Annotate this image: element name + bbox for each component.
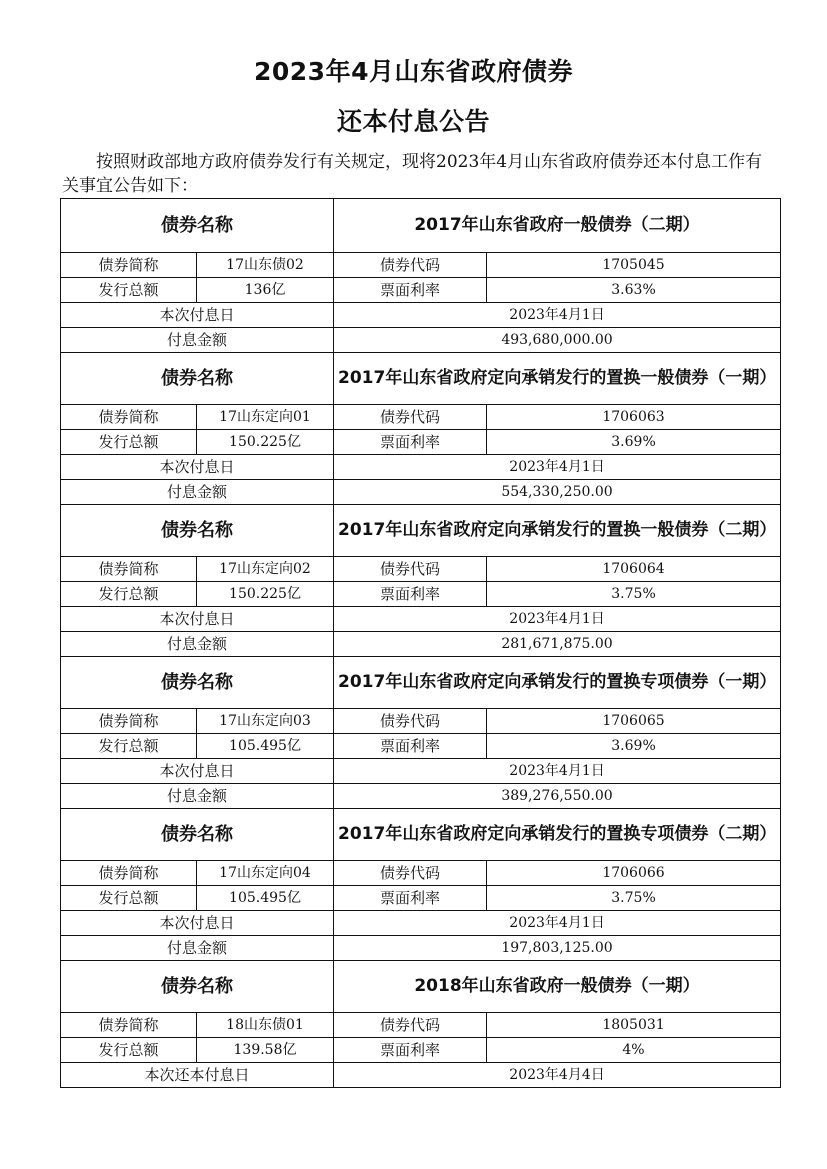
interest-amount-value: 554,330,250.00 <box>334 480 781 505</box>
bond-code-label: 债券代码 <box>334 1013 487 1038</box>
payment-date-label: 本次付息日 <box>61 911 334 936</box>
bond-name-value: 2017年山东省政府一般债券（二期） <box>334 199 781 253</box>
table-row <box>61 632 781 657</box>
short-name-label: 债券简称 <box>61 253 197 278</box>
announcement-title-line1: 2023年4月山东省政府债券 <box>254 57 573 86</box>
bond-name-label: 债券名称 <box>61 199 334 253</box>
total-issue-label: 发行总额 <box>61 582 197 607</box>
table-row <box>61 734 781 759</box>
table-row <box>61 936 781 961</box>
interest-amount-value: 281,671,875.00 <box>334 632 781 657</box>
interest-amount-label: 付息金额 <box>61 632 334 657</box>
short-name-value: 17山东定向02 <box>197 557 334 582</box>
total-issue-value: 150.225亿 <box>197 582 334 607</box>
bond-name-value: 2017年山东省政府定向承销发行的置换一般债券（一期） <box>334 353 781 405</box>
payment-date-label: 本次付息日 <box>61 455 334 480</box>
payment-date-value: 2023年4月4日 <box>334 1063 781 1088</box>
short-name-label: 债券简称 <box>61 405 197 430</box>
table-row <box>61 505 781 557</box>
short-name-value: 17山东定向04 <box>197 861 334 886</box>
coupon-rate-label: 票面利率 <box>334 430 487 455</box>
bond-code-value: 1705045 <box>487 253 781 278</box>
payment-date-value: 2023年4月1日 <box>334 911 781 936</box>
coupon-rate-value: 3.75% <box>487 886 781 911</box>
payment-date-label: 本次付息日 <box>61 607 334 632</box>
short-name-value: 17山东债02 <box>197 253 334 278</box>
bond-code-value: 1706066 <box>487 861 781 886</box>
bond-code-label: 债券代码 <box>334 709 487 734</box>
table-row <box>61 199 781 253</box>
short-name-value: 17山东定向01 <box>197 405 334 430</box>
interest-amount-value: 197,803,125.00 <box>334 936 781 961</box>
table-row <box>61 405 781 430</box>
payment-date-value: 2023年4月1日 <box>334 759 781 784</box>
table-row <box>61 784 781 809</box>
bond-name-value: 2017年山东省政府定向承销发行的置换专项债券（一期） <box>334 657 781 709</box>
bond-code-value: 1706065 <box>487 709 781 734</box>
table-row <box>61 480 781 505</box>
coupon-rate-value: 3.69% <box>487 734 781 759</box>
total-issue-label: 发行总额 <box>61 734 197 759</box>
bond-code-label: 债券代码 <box>334 253 487 278</box>
table-row <box>61 582 781 607</box>
bond-name-label: 债券名称 <box>61 657 334 709</box>
bond-code-value: 1706063 <box>487 405 781 430</box>
bond-name-label: 债券名称 <box>61 353 334 405</box>
short-name-label: 债券简称 <box>61 1013 197 1038</box>
payment-date-label: 本次付息日 <box>61 759 334 784</box>
total-issue-value: 105.495亿 <box>197 886 334 911</box>
bond-code-label: 债券代码 <box>334 861 487 886</box>
bond-code-value: 1805031 <box>487 1013 781 1038</box>
coupon-rate-label: 票面利率 <box>334 734 487 759</box>
coupon-rate-label: 票面利率 <box>334 1038 487 1063</box>
bond-code-label: 债券代码 <box>334 557 487 582</box>
table-row <box>61 861 781 886</box>
bond-name-label: 债券名称 <box>61 809 334 861</box>
total-issue-label: 发行总额 <box>61 278 197 303</box>
interest-amount-value: 493,680,000.00 <box>334 328 781 353</box>
payment-date-value: 2023年4月1日 <box>334 303 781 328</box>
table-row <box>61 961 781 1013</box>
total-issue-label: 发行总额 <box>61 886 197 911</box>
coupon-rate-value: 3.69% <box>487 430 781 455</box>
table-row <box>61 1038 781 1063</box>
announcement-title-line2: 还本付息公告 <box>336 107 490 136</box>
table-row <box>61 886 781 911</box>
table-row <box>61 1013 781 1038</box>
total-issue-value: 105.495亿 <box>197 734 334 759</box>
coupon-rate-value: 4% <box>487 1038 781 1063</box>
payment-date-value: 2023年4月1日 <box>334 455 781 480</box>
payment-date-value: 2023年4月1日 <box>334 607 781 632</box>
bond-table-body <box>61 199 781 1088</box>
bond-table <box>60 198 781 1088</box>
table-row <box>61 809 781 861</box>
bond-name-value: 2017年山东省政府定向承销发行的置换专项债券（二期） <box>334 809 781 861</box>
table-row <box>61 759 781 784</box>
table-row <box>61 709 781 734</box>
total-issue-value: 136亿 <box>197 278 334 303</box>
bond-name-label: 债券名称 <box>61 505 334 557</box>
table-row <box>61 303 781 328</box>
principal-interest-date-label: 本次还本付息日 <box>61 1063 334 1088</box>
table-row <box>61 278 781 303</box>
table-row <box>61 1063 781 1088</box>
interest-amount-label: 付息金额 <box>61 480 334 505</box>
short-name-value: 18山东债01 <box>197 1013 334 1038</box>
table-row <box>61 455 781 480</box>
table-row <box>61 607 781 632</box>
bond-name-label: 债券名称 <box>61 961 334 1013</box>
bond-code-label: 债券代码 <box>334 405 487 430</box>
payment-date-label: 本次付息日 <box>61 303 334 328</box>
coupon-rate-label: 票面利率 <box>334 582 487 607</box>
coupon-rate-value: 3.75% <box>487 582 781 607</box>
bond-name-value: 2018年山东省政府一般债券（一期） <box>334 961 781 1013</box>
coupon-rate-label: 票面利率 <box>334 886 487 911</box>
short-name-label: 债券简称 <box>61 709 197 734</box>
bond-code-value: 1706064 <box>487 557 781 582</box>
table-row <box>61 557 781 582</box>
interest-amount-label: 付息金额 <box>61 936 334 961</box>
table-row <box>61 657 781 709</box>
total-issue-label: 发行总额 <box>61 430 197 455</box>
total-issue-label: 发行总额 <box>61 1038 197 1063</box>
coupon-rate-label: 票面利率 <box>334 278 487 303</box>
interest-amount-label: 付息金额 <box>61 328 334 353</box>
table-row <box>61 253 781 278</box>
short-name-label: 债券简称 <box>61 861 197 886</box>
bond-name-value: 2017年山东省政府定向承销发行的置换一般债券（二期） <box>334 505 781 557</box>
interest-amount-label: 付息金额 <box>61 784 334 809</box>
coupon-rate-value: 3.63% <box>487 278 781 303</box>
short-name-value: 17山东定向03 <box>197 709 334 734</box>
table-row <box>61 430 781 455</box>
short-name-label: 债券简称 <box>61 557 197 582</box>
total-issue-value: 139.58亿 <box>197 1038 334 1063</box>
total-issue-value: 150.225亿 <box>197 430 334 455</box>
intro-paragraph: 按照财政部地方政府债券发行有关规定，现将2023年4月山东省政府债券还本付息工作有关事宜公告如下： <box>62 152 763 196</box>
interest-amount-value: 389,276,550.00 <box>334 784 781 809</box>
table-row <box>61 911 781 936</box>
table-row <box>61 353 781 405</box>
table-row <box>61 328 781 353</box>
